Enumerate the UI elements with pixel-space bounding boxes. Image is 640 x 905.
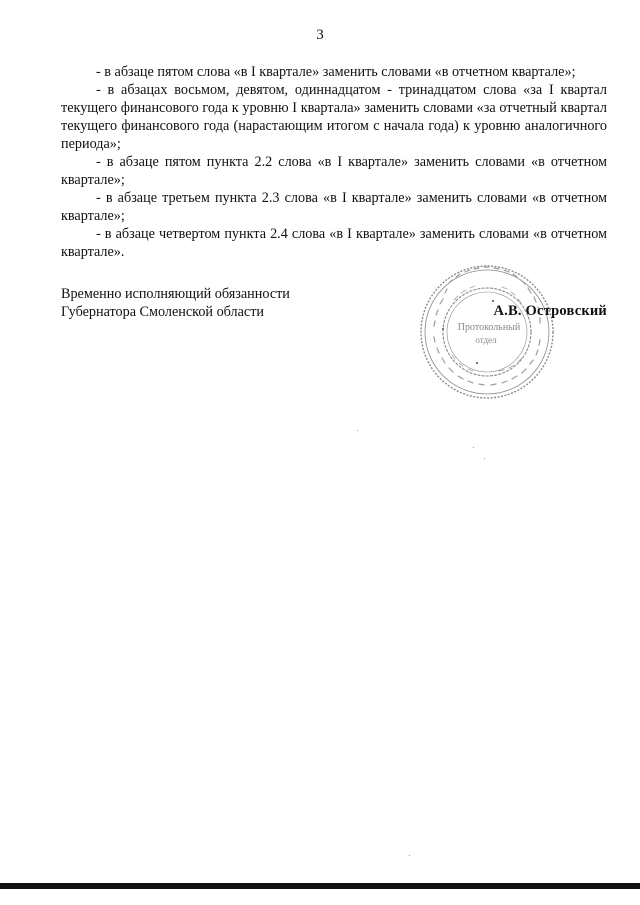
scan-speck — [484, 458, 485, 459]
amendment-paragraph-3: - в абзаце пятом пункта 2.2 слова «в I квартале» заменить словами «в отчетном квартале»; — [61, 154, 607, 188]
scan-speck — [357, 430, 358, 431]
scan-speck — [473, 447, 474, 448]
scan-bottom-edge — [0, 883, 640, 889]
amendment-paragraph-1: - в абзаце пятом слова «в I квартале» заменить словами «в отчетном квартале»; — [96, 64, 576, 80]
signatory-position-line-1: Временно исполняющий обязанности — [61, 286, 290, 302]
document-body — [61, 63, 607, 261]
seal-center-text-line-1: Протокольный — [457, 322, 521, 333]
amendment-paragraph-5: - в абзаце четвертом пункта 2.4 слова «в I квартале» заменить словами «в отчетном квартале». — [61, 226, 607, 260]
official-seal-stamp — [418, 262, 556, 402]
signatory-position — [61, 285, 290, 321]
amendment-paragraph-4: - в абзаце третьем пункта 2.3 слова «в I квартале» заменить словами «в отчетном квартале»; — [61, 190, 607, 224]
seal-center-text-line-2: отдел — [475, 335, 497, 345]
page-number: 3 — [316, 27, 324, 43]
signatory-position-line-2: Губернатора Смоленской области — [61, 304, 265, 320]
scan-speck — [409, 855, 410, 856]
amendment-paragraph-2: - в абзацах восьмом, девятом, одиннадцатом - тринадцатом слова «за I квартал текущего финансового года к уровню I квартала» заменить словами «за отчетный квартал текущего финансового года (нарастающим итогом с начала года) к уровню аналогичного периода»; — [61, 82, 607, 152]
signatory-name: А.В. Островский — [493, 303, 607, 319]
